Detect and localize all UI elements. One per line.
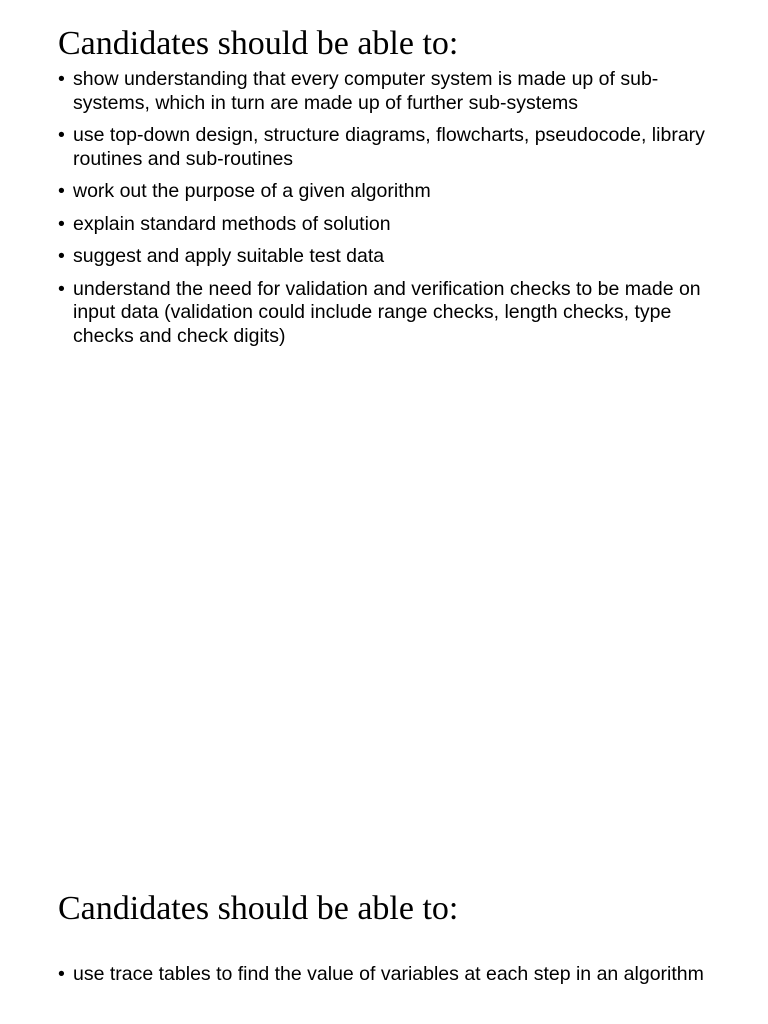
list-item-text: work out the purpose of a given algorithm — [73, 180, 431, 202]
bullet-icon: • — [58, 124, 65, 146]
list-item-text: use trace tables to find the value of variables at each step in an algorithm — [73, 963, 704, 985]
bullet-icon: • — [58, 963, 65, 985]
list-item — [57, 68, 732, 115]
list-item — [57, 245, 732, 269]
list-item — [57, 124, 732, 171]
bullet-icon: • — [58, 212, 65, 235]
bullet-icon: • — [58, 68, 65, 90]
list-item-text: understand the need for validation and verification checks to be made on input data (validation could include range checks, length checks, type checks and check digits) — [73, 277, 701, 347]
list-item — [57, 278, 732, 349]
slide-title: Candidates should be able to: — [58, 25, 459, 62]
list-item-text: use top-down design, structure diagrams, flowcharts, pseudocode, library routines and sub-routines — [73, 124, 705, 170]
slide-title: Candidates should be able to: — [58, 890, 459, 927]
list-item — [57, 963, 732, 987]
bullet-icon: • — [58, 277, 65, 300]
list-item — [57, 180, 732, 204]
list-item-text: show understanding that every computer system is made up of sub-systems, which in turn are made up of further sub-systems — [73, 68, 659, 114]
list-item-text: explain standard methods of solution — [73, 212, 391, 235]
list-item — [57, 213, 732, 237]
bullet-list — [57, 963, 732, 996]
list-item-text: suggest and apply suitable test data — [73, 245, 385, 267]
bullet-icon: • — [58, 245, 65, 267]
slide-2 — [0, 880, 768, 1024]
bullet-icon: • — [58, 180, 65, 202]
bullet-list — [57, 68, 732, 357]
